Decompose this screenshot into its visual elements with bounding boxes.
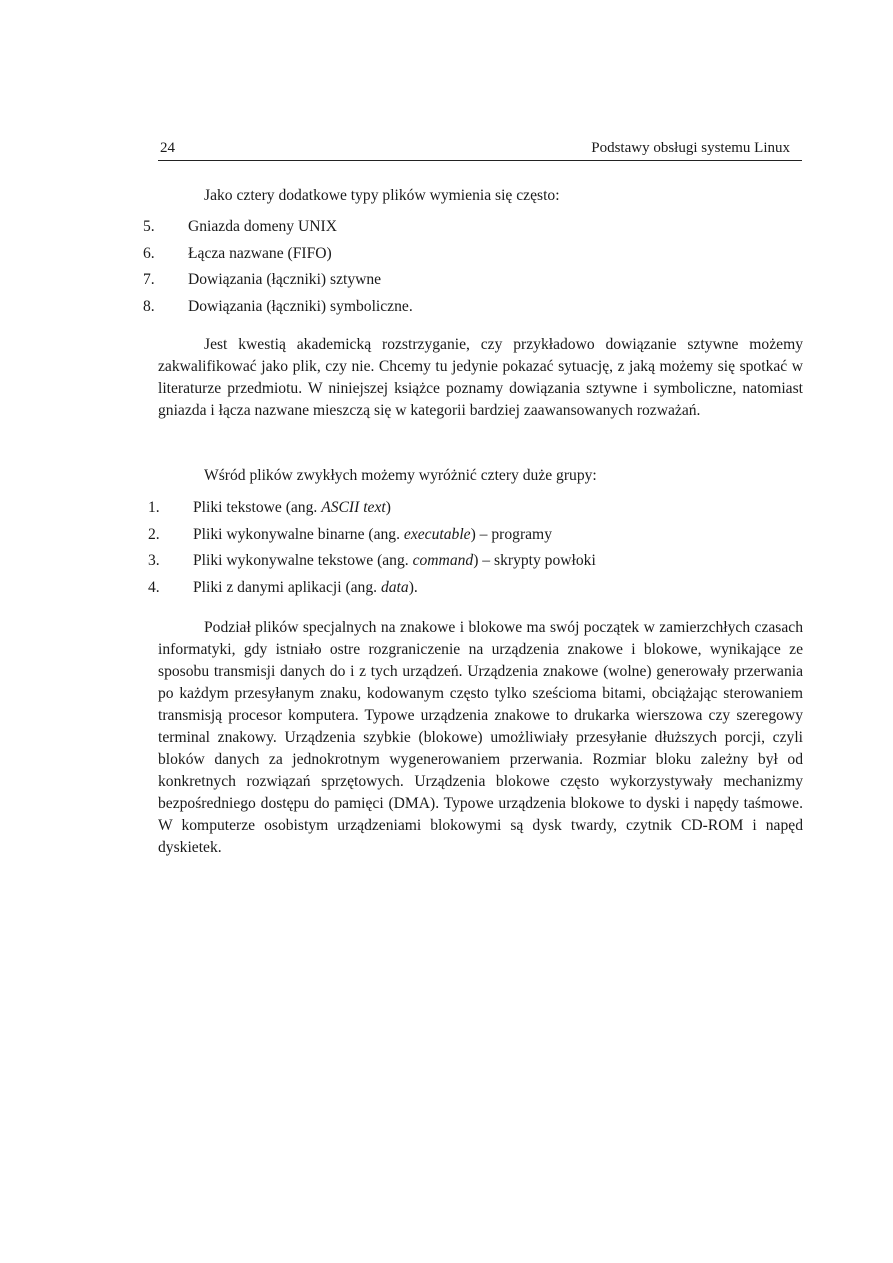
list-item-suffix: ) – programy bbox=[470, 525, 552, 543]
list-item bbox=[143, 243, 803, 270]
list-item-suffix: ) – skrypty powłoki bbox=[473, 552, 596, 569]
paragraph-hard-links: Jest kwestią akademicką rozstrzyganie, czy przykładowo dowiązanie sztywne możemy zakwalifikować jako plik, czy nie. Chcemy tu jedynie pokazać sytuację, z jaką możemy się spotkać w literaturze przedmiotu. W niniejszej książce poznamy dowiązania sztywne i symboliczne, natomiast gniazda i łącza nazwane mieszczą się w kategorii bardziej zaawansowanych rozważań. bbox=[158, 336, 803, 419]
list-item bbox=[148, 497, 808, 524]
list-item-suffix: ) bbox=[385, 499, 391, 516]
additional-file-types-list bbox=[143, 216, 803, 322]
list-item-text: Dowiązania (łączniki) sztywne bbox=[188, 271, 382, 288]
page-header bbox=[158, 138, 802, 161]
list-marker: 4. bbox=[148, 578, 160, 596]
list-marker: 1. bbox=[148, 499, 160, 516]
list-item bbox=[148, 524, 808, 551]
list-item-text: Pliki wykonywalne binarne (ang. bbox=[193, 525, 404, 543]
list-item bbox=[143, 269, 803, 296]
list-item-text: Gniazda domeny UNIX bbox=[188, 218, 337, 235]
page-number: 24 bbox=[160, 140, 175, 156]
english-term: command bbox=[412, 552, 474, 569]
list-item-suffix: ). bbox=[408, 578, 418, 596]
list-item-text: Pliki tekstowe (ang. bbox=[193, 499, 322, 516]
list-item-text: Pliki z danymi aplikacji (ang. bbox=[193, 578, 381, 596]
list-marker: 8. bbox=[143, 297, 155, 315]
list-item bbox=[143, 296, 803, 323]
list-item bbox=[143, 216, 803, 243]
list-marker: 2. bbox=[148, 525, 160, 543]
english-term: data bbox=[380, 578, 409, 596]
list-item-text: Pliki wykonywalne tekstowe (ang. bbox=[193, 552, 413, 569]
list-marker: 3. bbox=[148, 552, 160, 569]
regular-file-groups-list bbox=[148, 497, 808, 603]
english-term: executable bbox=[403, 525, 471, 543]
list-item bbox=[148, 577, 808, 604]
list-marker: 6. bbox=[143, 244, 155, 262]
list-marker: 7. bbox=[143, 271, 155, 288]
list-item-text: Dowiązania (łączniki) symboliczne. bbox=[188, 297, 413, 315]
running-title: Podstawy obsługi systemu Linux bbox=[591, 140, 790, 156]
list-marker: 5. bbox=[143, 218, 155, 235]
regular-files-intro: Wśród plików zwykłych możemy wyróżnić cztery duże grupy: bbox=[204, 467, 597, 484]
english-term: ASCII text bbox=[321, 499, 386, 516]
paragraph-special-files: Podział plików specjalnych na znakowe i blokowe ma swój początek w zamierzchłych czasach informatyki, gdy istniało ostre rozgraniczenie na urządzenia znakowe i blokowe, wynikające ze sposobu transmisji danych do i z tych urządzeń. Urządzenia znakowe (wolne) generowały przerwania po każdym przesyłanym znaku, kodowanym często tylko sześcioma bitami, obciążając sterowaniem transmisją procesor komputera. Typowe urządzenia znakowe to drukarka wierszowa czy szeregowy terminal znakowy. Urządzenia szybkie (blokowe) umożliwiały przesyłanie dłuższych porcji, czyli bloków danych za jednokrotnym wygenerowaniem przerwania. Rozmiar bloku zależny był od konkretnych rozwiązań sprzętowych. Urządzenia blokowe często wykorzystywały mechanizmy bezpośredniego dostępu do pamięci (DMA). Typowe urządzenia blokowe to dyski i napędy taśmowe. W komputerze osobistym urządzeniami blokowymi są dysk twardy, czytnik CD-ROM i napęd dyskietek. bbox=[158, 619, 803, 856]
file-types-intro: Jako cztery dodatkowe typy plików wymienia się często: bbox=[204, 187, 560, 204]
list-item bbox=[148, 550, 808, 577]
list-item-text: Łącza nazwane (FIFO) bbox=[188, 244, 332, 262]
